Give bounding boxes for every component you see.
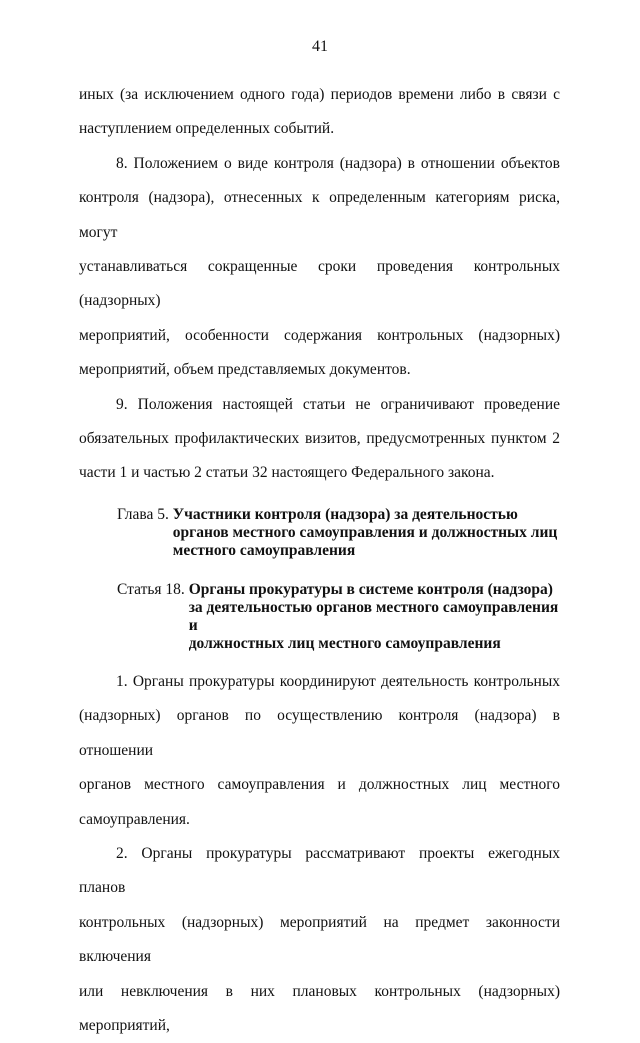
chapter-title-line: Участники контроля (надзора) за деятельностью bbox=[172, 505, 518, 523]
chapter-title-line: местного самоуправления bbox=[172, 541, 356, 559]
paragraph bbox=[79, 78, 560, 147]
page-number: 41 bbox=[312, 38, 328, 55]
paragraph-line: мероприятий, особенности содержания контрольных (надзорных) bbox=[79, 326, 560, 344]
paragraph-line: мероприятий, объем представляемых документов. bbox=[79, 361, 411, 379]
paragraph-line: органов местного самоуправления и должностных лиц местного bbox=[79, 776, 560, 794]
paragraph-line: контроля (надзора), отнесенных к определенным категориям риска, могут bbox=[79, 189, 560, 241]
paragraph-line: 1. Органы прокуратуры координируют деятельность контрольных bbox=[116, 672, 560, 690]
paragraph-line: 8. Положением о виде контроля (надзора) в отношении объектов bbox=[116, 154, 560, 172]
page-content bbox=[79, 78, 560, 1043]
body-paragraphs-top bbox=[79, 78, 560, 491]
chapter-heading bbox=[117, 506, 560, 560]
article-title bbox=[189, 581, 560, 653]
chapter-label: Глава 5. bbox=[117, 505, 173, 523]
paragraph-line: (надзорных) органов по осуществлению контроля (надзора) в отношении bbox=[79, 707, 560, 759]
paragraph-line: самоуправления. bbox=[79, 810, 190, 828]
article-title-line: за деятельностью органов местного самоуправления и bbox=[188, 598, 559, 634]
article-title-line: должностных лиц местного самоуправления bbox=[188, 634, 501, 652]
paragraph-line: 9. Положения настоящей статьи не ограничивают проведение bbox=[116, 395, 560, 413]
paragraph bbox=[79, 147, 560, 388]
chapter-title bbox=[173, 506, 558, 560]
paragraph-line: иных (за исключением одного года) периодов времени либо в связи с bbox=[79, 86, 560, 103]
body-paragraphs-bottom bbox=[79, 665, 560, 1043]
article-title-line: Органы прокуратуры в системе контроля (надзора) bbox=[188, 580, 553, 598]
paragraph-line: наступлением определенных событий. bbox=[79, 120, 335, 138]
paragraph bbox=[79, 837, 560, 1043]
paragraph bbox=[79, 388, 560, 491]
chapter-title-line: органов местного самоуправления и должностных лиц bbox=[172, 523, 558, 541]
paragraph-line: контрольных (надзорных) мероприятий на предмет законности включения bbox=[79, 913, 560, 966]
paragraph bbox=[79, 665, 560, 837]
paragraph-line: 2. Органы прокуратуры рассматривают проекты ежегодных планов bbox=[79, 844, 560, 897]
article-label: Статья 18. bbox=[117, 580, 189, 598]
paragraph-line: устанавливаться сокращенные сроки проведения контрольных (надзорных) bbox=[79, 258, 560, 310]
article-heading bbox=[117, 581, 560, 653]
paragraph-line: части 1 и частью 2 статьи 32 настоящего Федерального закона. bbox=[79, 464, 495, 482]
paragraph-line: обязательных профилактических визитов, предусмотренных пунктом 2 bbox=[79, 430, 560, 448]
paragraph-line: или невключения в них плановых контрольных (надзорных) мероприятий, bbox=[79, 982, 560, 1034]
